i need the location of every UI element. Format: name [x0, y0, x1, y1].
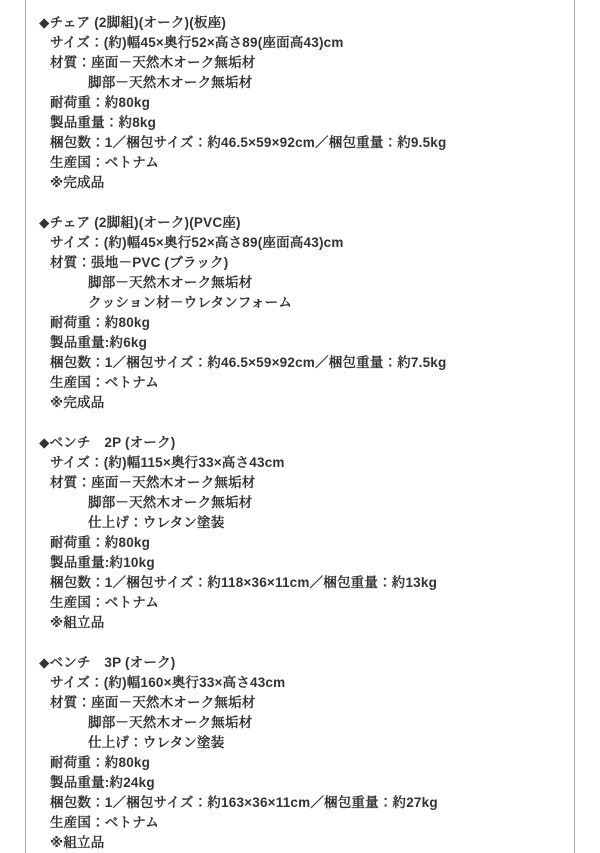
spec-line: 梱包数：1／梱包サイズ：約46.5×59×92cm／梱包重量：約9.5kg: [50, 135, 447, 150]
spec-line: 材質：張地－PVC (ブラック): [50, 255, 229, 270]
spec-line: 材質：座面－天然木オーク無垢材: [50, 475, 256, 490]
spec-line: サイズ：(約)幅45×奥行52×高さ89(座面高43)cm: [50, 235, 344, 250]
spec-line: 製品重量:約10kg: [50, 555, 155, 570]
spec-line: 生産国：ベトナム: [50, 815, 159, 830]
spec-section-title: ◆チェア (2脚組)(オーク)(板座): [39, 15, 227, 30]
spec-line: サイズ：(約)幅115×奥行33×高さ43cm: [50, 455, 285, 470]
spec-line: 脚部－天然木オーク無垢材: [88, 75, 253, 90]
spec-section-title: ◆チェア (2脚組)(オーク)(PVC座): [39, 215, 241, 230]
spec-section-title: ◆ベンチ 3P (オーク): [39, 655, 176, 670]
spec-line: 梱包数：1／梱包サイズ：約46.5×59×92cm／梱包重量：約7.5kg: [50, 355, 447, 370]
spec-line: 耐荷重：約80kg: [50, 95, 151, 110]
spec-line: 製品重量:約24kg: [50, 775, 155, 790]
spec-section: [26, 433, 574, 633]
spec-line: ※完成品: [50, 175, 105, 190]
spec-line: ※組立品: [50, 835, 105, 850]
spec-section: [26, 653, 574, 853]
spec-section-title: ◆ベンチ 2P (オーク): [39, 435, 176, 450]
spec-line: 脚部－天然木オーク無垢材: [88, 715, 253, 730]
spec-line: ※完成品: [50, 395, 105, 410]
spec-section: [26, 213, 574, 413]
spec-line: 梱包数：1／梱包サイズ：約163×36×11cm／梱包重量：約27kg: [50, 795, 438, 810]
spec-line: 材質：座面－天然木オーク無垢材: [50, 695, 256, 710]
spec-line: 仕上げ：ウレタン塗装: [88, 515, 225, 530]
spec-line: ※組立品: [50, 615, 105, 630]
spec-section: [26, 13, 574, 193]
spec-line: 製品重量：約8kg: [50, 115, 157, 130]
spec-line: 生産国：ベトナム: [50, 155, 159, 170]
spec-line: 耐荷重：約80kg: [50, 315, 151, 330]
spec-sections: [26, 13, 574, 853]
spec-line: 生産国：ベトナム: [50, 375, 159, 390]
spec-line: 脚部－天然木オーク無垢材: [88, 275, 253, 290]
spec-line: サイズ：(約)幅160×奥行33×高さ43cm: [50, 675, 286, 690]
spec-line: 材質：座面－天然木オーク無垢材: [50, 55, 256, 70]
spec-line: 脚部－天然木オーク無垢材: [88, 495, 253, 510]
spec-line: 梱包数：1／梱包サイズ：約118×36×11cm／梱包重量：約13kg: [50, 575, 438, 590]
spec-line: 耐荷重：約80kg: [50, 535, 151, 550]
spec-line: 生産国：ベトナム: [50, 595, 159, 610]
spec-box: [25, 0, 575, 853]
spec-line: サイズ：(約)幅45×奥行52×高さ89(座面高43)cm: [50, 35, 344, 50]
spec-line: クッション材－ウレタンフォーム: [88, 295, 293, 310]
spec-line: 仕上げ：ウレタン塗装: [88, 735, 225, 750]
spec-line: 製品重量:約6kg: [50, 335, 148, 350]
spec-line: 耐荷重：約80kg: [50, 755, 151, 770]
